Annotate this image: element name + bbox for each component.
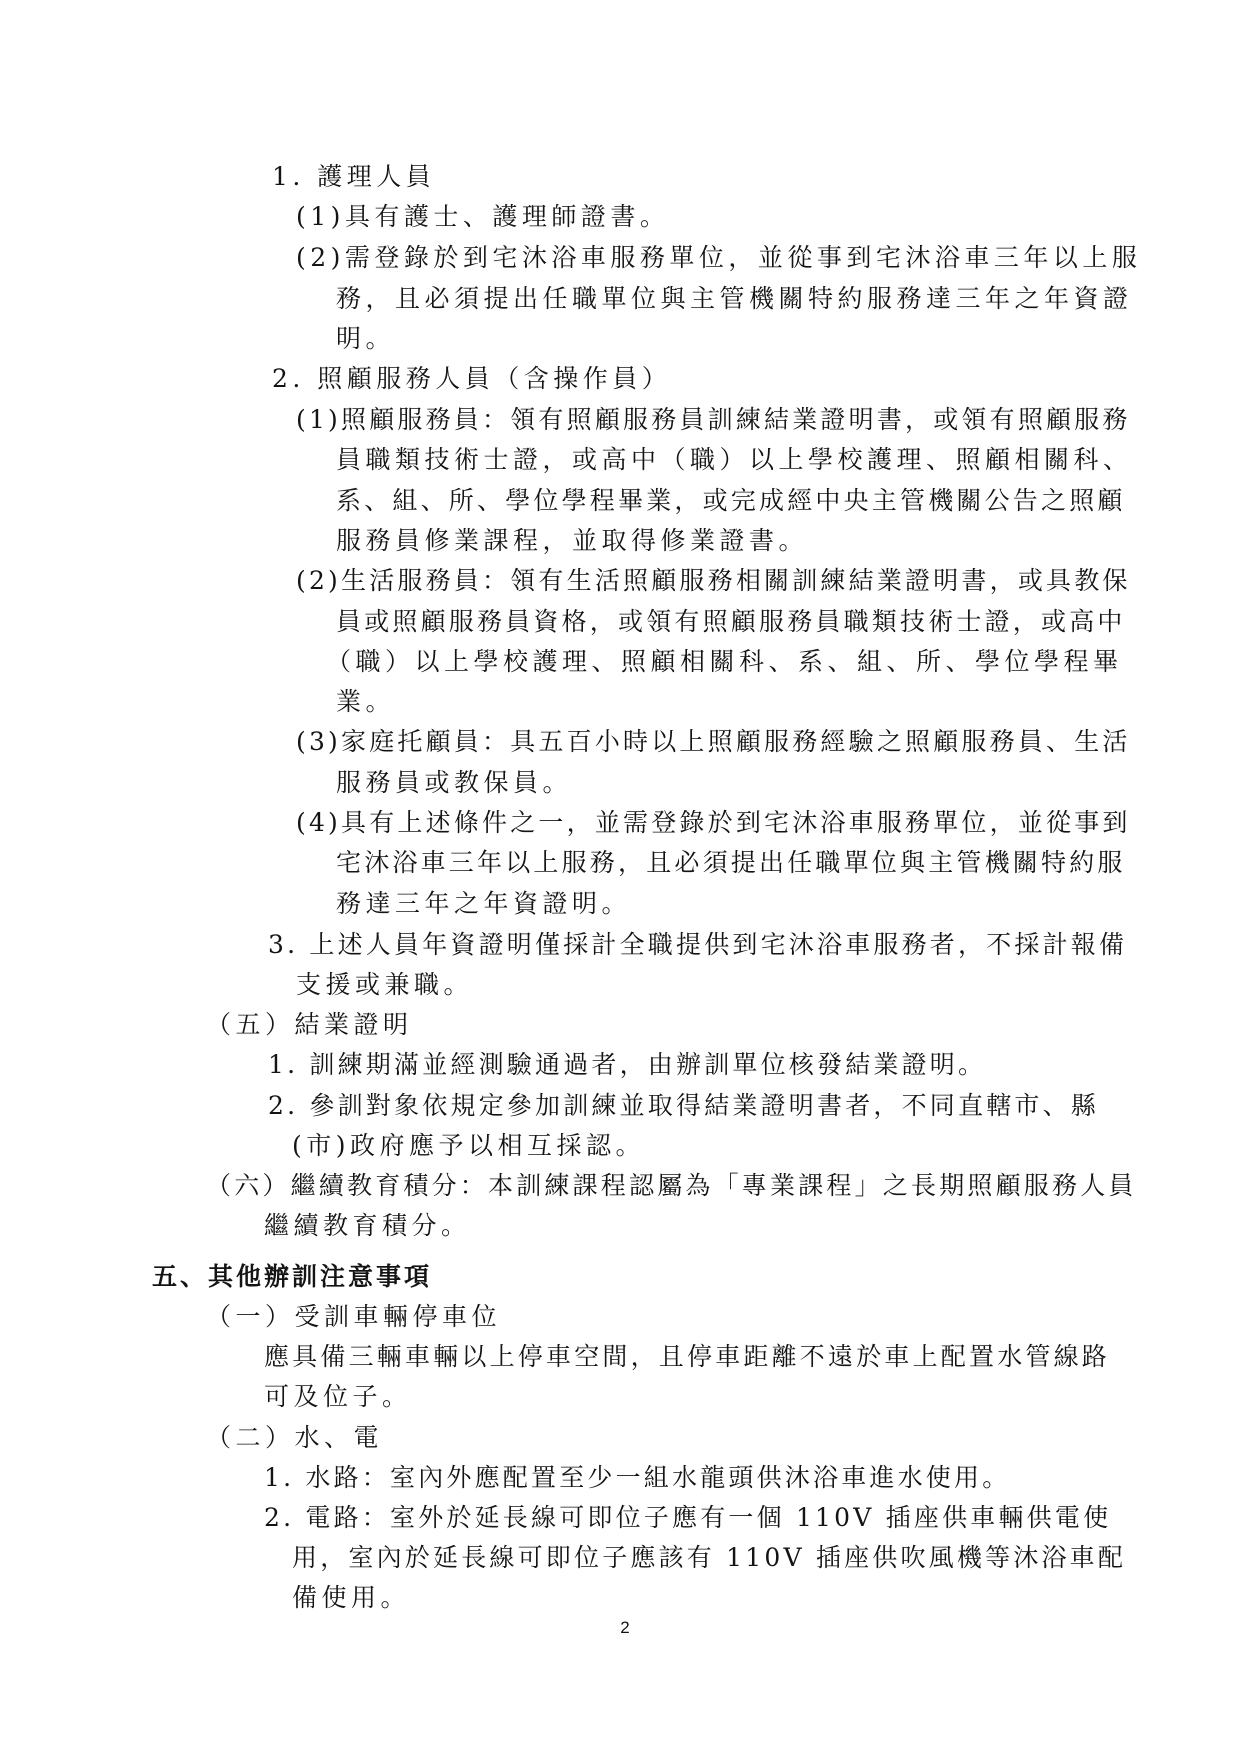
item-nursing-2-cont: 明。: [336, 324, 396, 353]
item-electric-cont: 用，室內於延長線可即位子應該有 110V 插座供吹風機等沐浴車配: [292, 1543, 1127, 1572]
item-certificate-2: 2. 參訓對象依規定參加訓練並取得結業證明書者，不同直轄市、縣: [268, 1091, 1100, 1120]
item-care-3: (3)家庭托顧員：具五百小時以上照顧服務經驗之照顧服務員、生活: [296, 727, 1131, 756]
item-care-3-cont: 服務員或教保員。: [336, 768, 573, 797]
item-nursing-1: (1)具有護士、護理師證書。: [296, 202, 670, 231]
chapter-heading: 五、其他辦訓注意事項: [152, 1262, 433, 1291]
section-parking-heading: （一）受訓車輛停車位: [206, 1302, 502, 1331]
page-number: 2: [620, 1618, 630, 1637]
section-credits-cont: 繼續教育積分。: [264, 1211, 471, 1240]
section-parking-text-cont: 可及位子。: [264, 1382, 412, 1411]
item-care-1-cont: 員職類技術士證，或高中（職）以上學校護理、照顧相關科、: [336, 445, 1133, 474]
item-electric: 2. 電路：室外於延長線可即位子應有一個 110V 插座供車輛供電使: [264, 1503, 1112, 1532]
item-seniority-note-cont: 支援或兼職。: [296, 970, 474, 999]
item-nursing-2-cont: 務，且必須提出任職單位與主管機關特約服務達三年之年資證: [336, 284, 1133, 313]
item-care-4-cont: 宅沐浴車三年以上服務，且必須提出任職單位與主管機關特約服: [336, 848, 1126, 877]
item-nursing-staff-heading: 1. 護理人員: [272, 162, 436, 191]
item-nursing-2: (2)需登錄於到宅沐浴車服務單位，並從事到宅沐浴車三年以上服: [296, 243, 1142, 272]
item-care-4-cont: 務達三年之年資證明。: [336, 889, 632, 918]
item-water: 1. 水路：室內外應配置至少一組水龍頭供沐浴車進水使用。: [264, 1463, 1011, 1492]
item-care-staff-heading: 2. 照顧服務人員（含操作員）: [272, 364, 672, 393]
section-credits: （六）繼續教育積分：本訓練課程認屬為「專業課程」之長期照顧服務人員: [206, 1171, 1137, 1200]
item-care-4: (4)具有上述條件之一，並需登錄於到宅沐浴車服務單位，並從事到: [296, 808, 1131, 837]
item-seniority-note: 3. 上述人員年資證明僅採計全職提供到宅沐浴車服務者，不採計報備: [268, 930, 1128, 959]
item-care-2-cont: 業。: [336, 687, 396, 716]
item-care-1-cont: 服務員修業課程，並取得修業證書。: [336, 526, 809, 555]
item-care-1-cont: 系、組、所、學位學程畢業，或完成經中央主管機關公告之照顧: [336, 486, 1126, 515]
section-certificate-heading: （五）結業證明: [206, 1010, 413, 1039]
item-electric-cont: 備使用。: [292, 1583, 411, 1612]
item-certificate-2-cont: (市)政府應予以相互採認。: [292, 1131, 646, 1160]
section-utilities-heading: （二）水、電: [206, 1423, 384, 1452]
item-care-2: (2)生活服務員：領有生活照顧服務相關訓練結業證明書，或具教保: [296, 566, 1131, 595]
item-care-1: (1)照顧服務員：領有照顧服務員訓練結業證明書，或領有照顧服務: [296, 405, 1131, 434]
item-care-2-cont: （職）以上學校護理、照顧相關科、系、組、所、學位學程畢: [326, 647, 1123, 676]
item-care-2-cont: 員或照顧服務員資格，或領有照顧服務員職類技術士證，或高中: [336, 607, 1126, 636]
section-parking-text: 應具備三輛車輛以上停車空間，且停車距離不遠於車上配置水管線路: [264, 1342, 1111, 1371]
item-certificate-1: 1. 訓練期滿並經測驗通過者，由辦訓單位核發結業證明。: [268, 1050, 987, 1079]
